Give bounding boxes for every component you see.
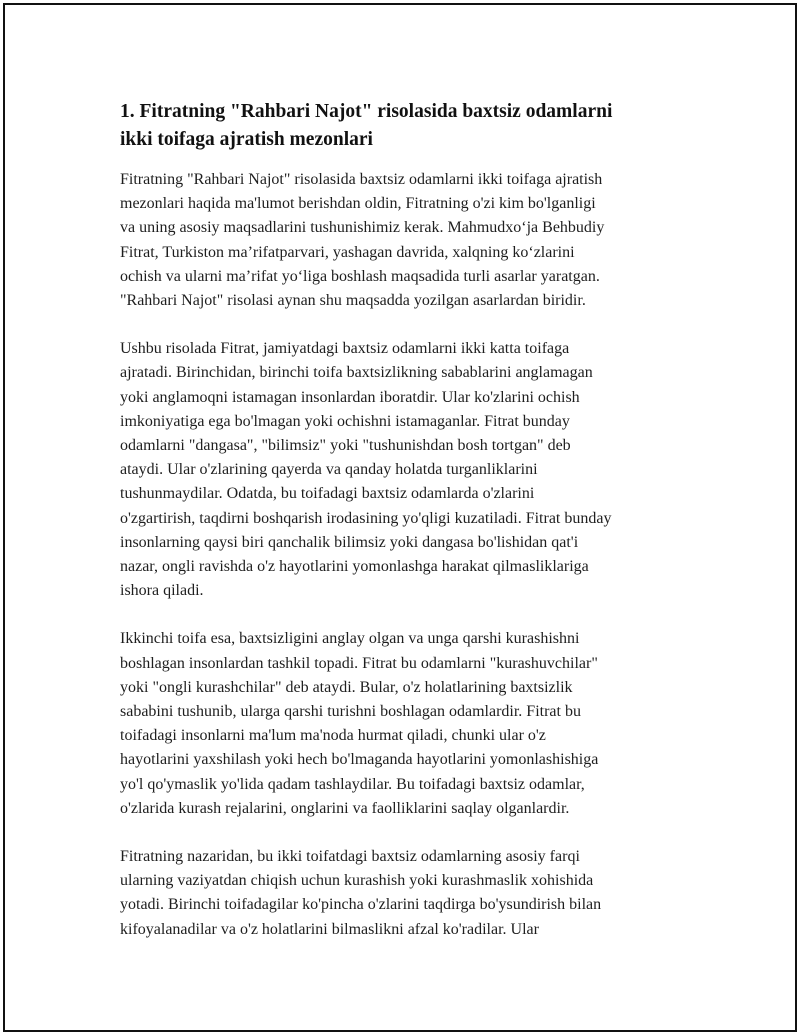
text-line: insonlarning qaysi biri qanchalik bilimsiz yoki dangasa bo'lishidan qat'i <box>120 533 579 551</box>
text-line: ajratadi. Birinchidan, birinchi toifa baxtsizlikning sabablarini anglamagan <box>120 364 593 382</box>
text-line: yo'l qo'ymaslik yo'lida qadam tashlaydilar. Bu toifadagi baxtsiz odamlar, <box>120 775 585 793</box>
text-line: va uning asosiy maqsadlarini tushunishimiz kerak. Mahmudxo‘ja Behbudiy <box>120 219 605 237</box>
section-title <box>120 98 700 154</box>
text-line: "Rahbari Najot" risolasi aynan shu maqsadda yozilgan asarlardan biridir. <box>120 292 586 310</box>
paragraph <box>120 845 700 942</box>
text-line: ataydi. Ular o'zlarining qayerda va qanday holatda turganliklarini <box>120 461 538 479</box>
text-line: o'zlarida kurash rejalarini, onglarini va faolliklarini saqlay olganlardir. <box>120 799 570 817</box>
title-line: ikki toifaga ajratish mezonlari <box>120 129 373 150</box>
text-line: yoki "ongli kurashchilar" deb ataydi. Bular, o'z holatlarining baxtsizlik <box>120 678 573 696</box>
text-line: Fitratning nazaridan, bu ikki toifatdagi baxtsiz odamlarning asosiy farqi <box>120 848 580 866</box>
title-line: 1. Fitratning "Rahbari Najot" risolasida baxtsiz odamlarni <box>120 101 613 122</box>
text-line: boshlagan insonlardan tashkil topadi. Fitrat bu odamlarni "kurashuvchilar" <box>120 654 598 672</box>
text-line: ishora qiladi. <box>120 582 204 600</box>
text-line: Ushbu risolada Fitrat, jamiyatdagi baxtsiz odamlarni ikki katta toifaga <box>120 340 570 358</box>
paragraph <box>120 627 700 821</box>
text-line: hayotlarini yaxshilash yoki hech bo'lmaganda hayotlarini yomonlashishiga <box>120 751 599 769</box>
paragraph <box>120 337 700 603</box>
text-line: yotadi. Birinchi toifadagilar ko'pincha o'zlarini taqdirga bo'ysundirish bilan <box>120 896 602 914</box>
text-line: kifoyalanadilar va o'z holatlarini bilmaslikni afzal ko'radilar. Ular <box>120 920 539 938</box>
text-line: imkoniyatiga ega bo'lmagan yoki ochishni istamaganlar. Fitrat bunday <box>120 412 570 430</box>
text-line: ularning vaziyatdan chiqish uchun kurashish yoki kurashmaslik xohishida <box>120 872 594 890</box>
text-line: sababini tushunib, ularga qarshi turishni boshlagan odamlardir. Fitrat bu <box>120 703 581 721</box>
text-line: nazar, ongli ravishda o'z hayotlarini yomonlashga harakat qilmasliklariga <box>120 558 589 576</box>
document-body <box>120 98 700 966</box>
text-line: mezonlari haqida ma'lumot berishdan oldin, Fitratning o'zi kim bo'lganligi <box>120 195 596 213</box>
text-line: toifadagi insonlarni ma'lum ma'noda hurmat qiladi, chunki ular o'z <box>120 727 546 745</box>
text-line: odamlarni "dangasa", "bilimsiz" yoki "tushunishdan bosh tortgan" deb <box>120 437 571 455</box>
text-line: o'zgartirish, taqdirni boshqarish irodasining yo'qligi kuzatiladi. Fitrat bunday <box>120 509 612 527</box>
text-line: Fitratning "Rahbari Najot" risolasida baxtsiz odamlarni ikki toifaga ajratish <box>120 171 603 188</box>
page-frame <box>3 3 797 1032</box>
text-line: Ikkinchi toifa esa, baxtsizligini anglay olgan va unga qarshi kurashishni <box>120 630 580 648</box>
text-line: tushunmaydilar. Odatda, bu toifadagi baxtsiz odamlarda o'zlarini <box>120 485 535 503</box>
paragraph <box>120 168 700 313</box>
text-line: Fitrat, Turkiston ma’rifatparvari, yashagan davrida, xalqning ko‘zlarini <box>120 243 575 261</box>
text-line: yoki anglamoqni istamagan insonlardan iboratdir. Ular ko'zlarini ochish <box>120 388 580 406</box>
text-line: ochish va ularni ma’rifat yo‘liga boshlash maqsadida turli asarlar yaratgan. <box>120 267 600 285</box>
